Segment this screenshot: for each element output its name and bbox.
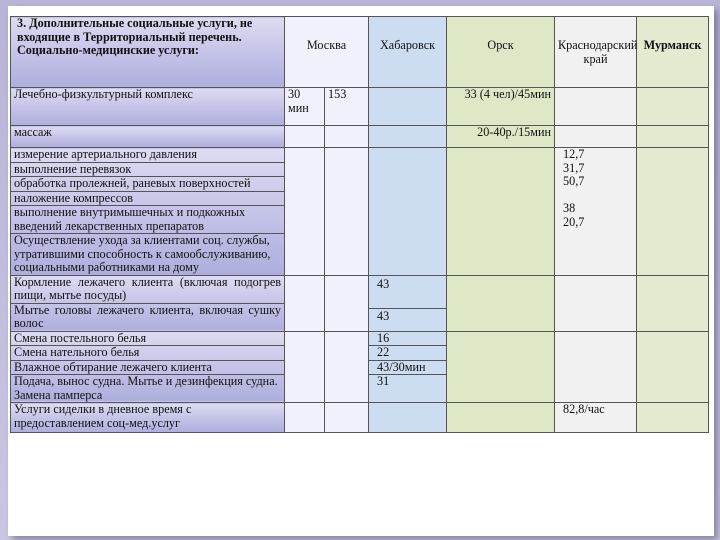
services-table [10,16,709,433]
service-item: выполнение внутримышечных и подкожных введений лекарственных препаратов [11,206,284,234]
murmansk-cell [637,88,709,126]
moskva-cell [325,331,369,403]
khabarovsk-cell [369,403,447,433]
krasnodar-value: 82,8/час [555,403,637,433]
service-item: обработка пролежней, раневых поверхностей [11,177,284,192]
khabarovsk-value: 43 [377,308,390,323]
moskva-cell [285,331,325,403]
murmansk-cell [637,148,709,276]
header-murmansk: Мурманск [637,17,709,88]
service-item: выполнение перевязок [11,163,284,178]
services-title: 3. Дополнительные социальные услуги, не входящие в Территориальный перечень. [17,16,253,44]
service-item: наложение компрессов [11,192,284,207]
table-header-row [11,17,709,88]
services-header-cell [11,17,285,88]
moskva-cell [285,403,325,433]
service-item: Подача, вынос судна. Мытье и дезинфекция судна. Замена памперса [14,374,278,402]
service-item: Смена постельного белья [11,332,284,347]
moskva-value-a: 30 мин [285,88,325,126]
murmansk-cell [637,403,709,433]
subheading: Социально-медицинские услуги: [17,43,199,57]
moskva-cell [285,126,325,148]
orsk-value: 33 (4 чел)/45мин [447,88,555,126]
orsk-cell [447,331,555,403]
khabarovsk-value: 31 [377,374,390,388]
krasnodar-value: 38 [563,201,576,215]
khabarovsk-value: 22 [369,346,446,361]
header-krasnodar: Краснодарский край [555,17,637,88]
service-group-cell [11,331,285,403]
service-item: Мытье головы лежачего клиента, включая сушку волос [14,302,281,330]
moskva-value-b: 153 [325,88,369,126]
table-row [11,88,709,126]
orsk-value: 20-40р./15мин [447,126,555,148]
table-row [11,275,709,331]
orsk-cell [447,148,555,276]
table-row [11,403,709,433]
murmansk-cell [637,126,709,148]
krasnodar-value: 20,7 [563,214,585,229]
krasnodar-cell [555,126,637,148]
service-cell: массаж [11,126,285,148]
khabarovsk-values [369,275,447,331]
krasnodar-cell [555,331,637,403]
moskva-cell [325,126,369,148]
khabarovsk-value: 16 [369,332,446,347]
table-row [11,148,709,276]
orsk-cell [447,275,555,331]
service-cell: Лечебно-физкультурный комплекс [11,88,285,126]
khabarovsk-cell [369,148,447,276]
moskva-cell [325,403,369,433]
murmansk-cell [637,275,709,331]
krasnodar-value: 31,7 [563,160,585,175]
header-khabarovsk: Хабаровск [369,17,447,88]
service-cell: Услуги сиделки в дневное время с предоставлением соц-мед.услуг [11,403,285,433]
krasnodar-cell [555,88,637,126]
khabarovsk-cell [369,88,447,126]
service-group-cell [11,148,285,276]
khabarovsk-values [369,331,447,403]
header-moskva: Москва [285,17,369,88]
service-item: Смена нательного белья [11,346,284,361]
header-orsk: Орск [447,17,555,88]
krasnodar-values [555,148,637,276]
murmansk-cell [637,331,709,403]
khabarovsk-value: 43/30мин [369,361,446,376]
moskva-cell [325,148,369,276]
service-item: измерение артериального давления [11,148,284,163]
krasnodar-value: 12,7 [563,147,585,161]
moskva-cell [285,148,325,276]
moskva-cell [285,275,325,331]
orsk-cell [447,403,555,433]
service-item: Кормление лежачего клиента (включая подогрев пищи, мытье посуды) [11,276,284,304]
krasnodar-value: 50,7 [563,174,585,188]
krasnodar-cell [555,275,637,331]
khabarovsk-cell [369,126,447,148]
service-item: Осуществление ухода за клиентами соц. службы, утратившими способность к самообслуживанию, социальными работниками на дому [14,233,271,274]
table-row [11,331,709,403]
service-item: Влажное обтирание лежачего клиента [11,361,284,376]
khabarovsk-value: 43 [369,276,446,309]
table-row [11,126,709,148]
service-group-cell [11,275,285,331]
moskva-cell [325,275,369,331]
